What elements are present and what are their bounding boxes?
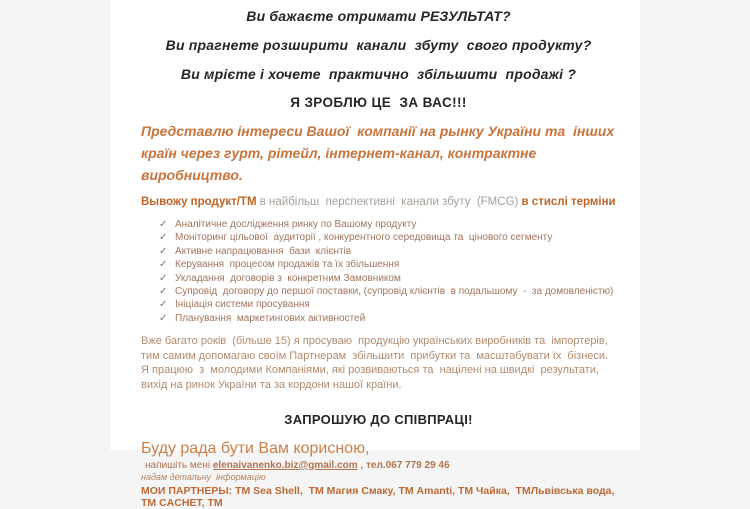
check-icon: ✓ <box>159 299 168 311</box>
checklist-item <box>159 312 616 325</box>
headline-question-3: Ви мрієте і хочете практично збільшити продажі ? <box>180 66 577 82</box>
check-icon: ✓ <box>159 286 168 298</box>
check-icon: ✓ <box>159 272 168 284</box>
checklist-item-label: Ініціація системи просування <box>175 299 310 311</box>
headline-block <box>141 8 616 110</box>
check-icon: ✓ <box>159 259 168 271</box>
checklist-item-label: Моніторинг цільової аудиторії , конкурентного середовища та цінового сегменту <box>175 232 553 244</box>
contact-line <box>141 460 616 471</box>
intro-line <box>141 195 616 209</box>
checklist-item-label: Укладання договорів з конкретним Замовником <box>175 272 401 284</box>
checklist-item <box>159 245 616 258</box>
intro-bold-tail: в стислі терміни <box>521 196 616 208</box>
checklist-item-label: Активне напрацювання бази клієнтів <box>175 245 352 257</box>
offer-heading: Представлю інтереси Вашої компанії на рынку України та інших країн через гурт, рітейл, інтернет-канал, контрактне виробництво. <box>141 123 619 183</box>
document-page <box>110 0 640 509</box>
closing-line: Буду рада бути Вам корисною, <box>141 439 370 457</box>
checklist-item-label: Супровід договору до першої поставки, (супровід клієнтів в подальшому - за домовленістю) <box>175 286 614 298</box>
about-paragraph-2: Я працюю з молодими Компаніями, які розвиваються та націлені на швидкі результати, вихід на ринок України та за кордони нашої країни. <box>141 364 603 392</box>
invite-heading: ЗАПРОШУЮ ДО СПІВПРАЦІ! <box>284 411 473 427</box>
write-me-label: напишіть мені <box>145 459 213 471</box>
headline-question-1: Ви бажаєте отримати РЕЗУЛЬТАТ? <box>246 8 511 24</box>
intro-bold-lead: Вывожу продукт/ТМ <box>141 196 257 208</box>
check-icon: ✓ <box>159 219 168 230</box>
about-paragraph-1: Вже багато років (більше 15) я просуваю продукцію українських виробників та імпортерів, тим самим допомагаю своїм Партнерам збільшити прибутки та масштабувати їх бізнеси. <box>141 335 614 362</box>
checklist-item <box>159 218 616 231</box>
check-icon: ✓ <box>159 245 168 257</box>
checklist-item <box>159 258 616 271</box>
partners-line: МОИ ПАРТНЕРЫ: ТМ Sea Shell, ТМ Магия Смаку, ТМ Amanti, ТМ Чайка, ТМЛьвівська вода, ТМ CACHET, ТМ <box>141 484 618 509</box>
checklist-item-label: Планування маркетингових активностей <box>175 312 366 324</box>
check-icon: ✓ <box>159 232 168 244</box>
phone-number: , тел.067 779 29 46 <box>357 459 450 471</box>
checklist-item <box>159 298 616 311</box>
email-link[interactable]: elenaivanenko.biz@gmail.com <box>212 459 358 471</box>
headline-question-2: Ви прагнете розширити канали збуту свого продукту? <box>165 37 592 53</box>
checklist-item-label: Аналітичне дослідження ринку по Вашому продукту <box>175 219 417 230</box>
checklist-item <box>159 231 616 244</box>
checklist-item-label: Керування процесом продажів та їх збільшення <box>175 259 400 271</box>
checklist-item <box>159 285 616 298</box>
headline-cta: Я ЗРОБЛЮ ЦЕ ЗА ВАС!!! <box>290 95 467 110</box>
intro-plain-text: в найбільш перспективні канали збуту (FMCG) <box>256 196 522 208</box>
check-icon: ✓ <box>159 312 168 324</box>
info-note: надам детальну інформацію <box>141 471 266 482</box>
checklist-item <box>159 272 616 285</box>
services-checklist <box>141 218 616 325</box>
about-block <box>141 334 616 392</box>
